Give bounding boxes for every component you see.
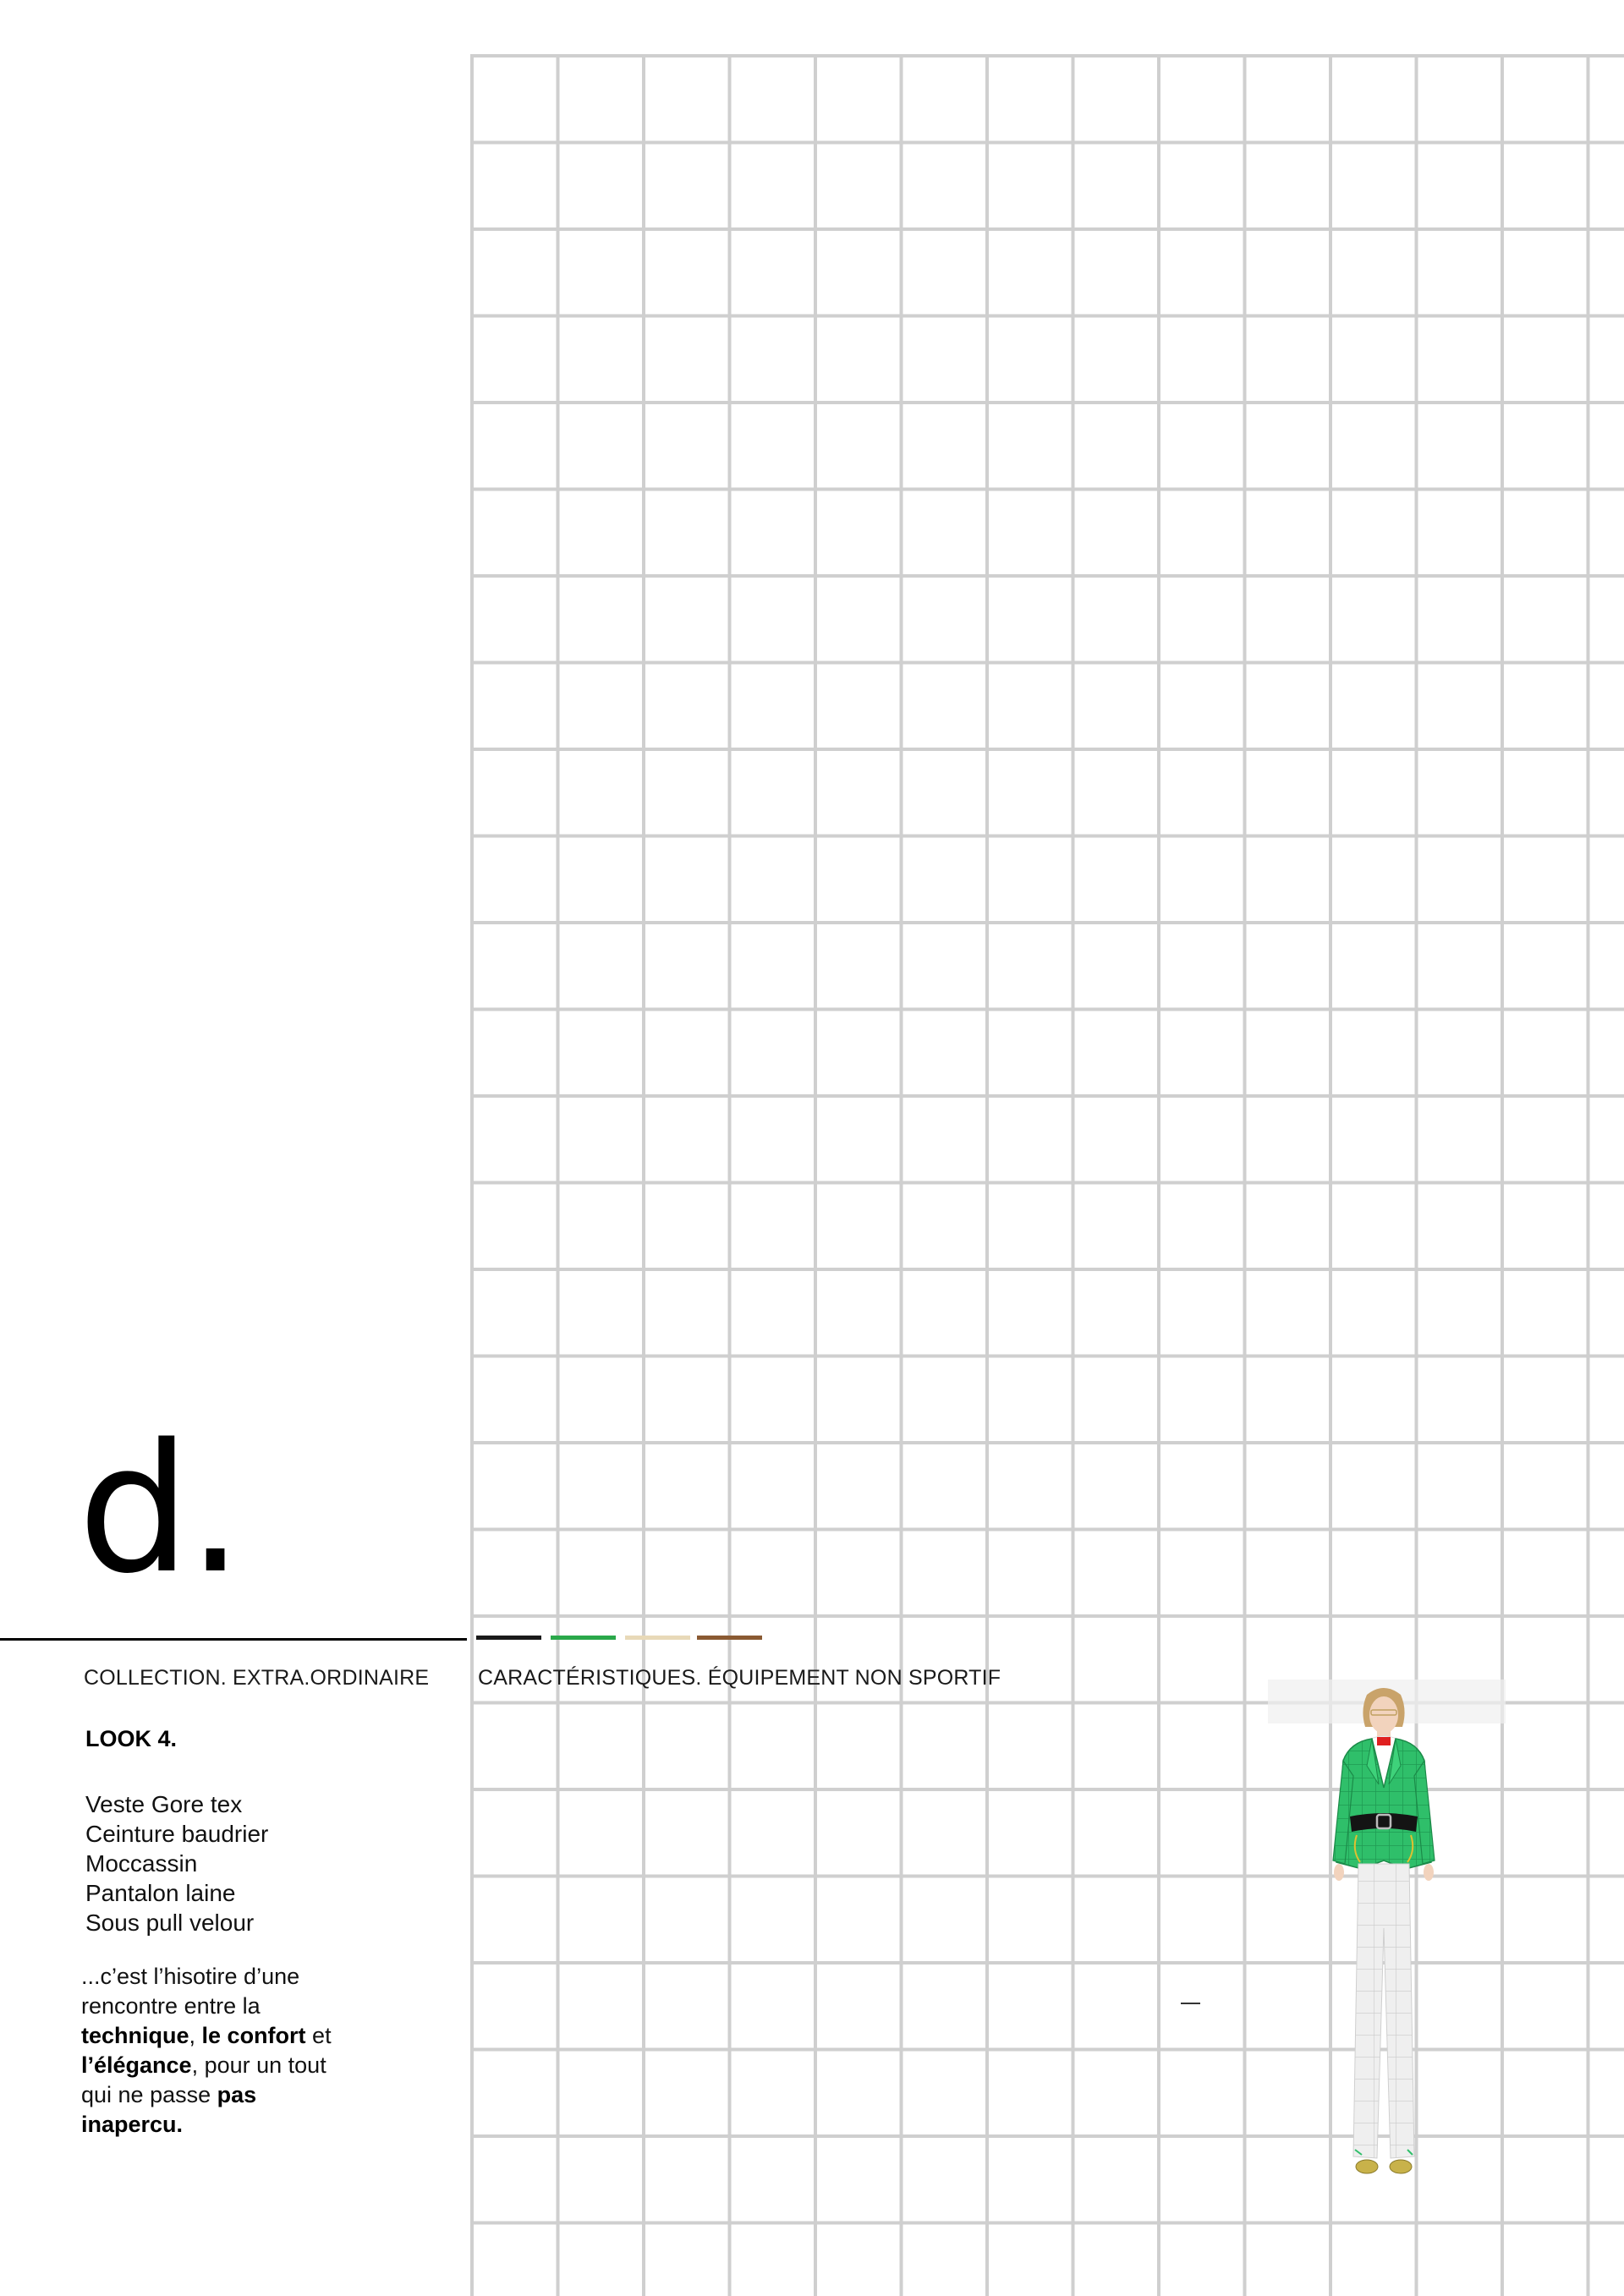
story-emphasis-technique: technique — [81, 2023, 189, 2048]
story-emphasis-confort: le confort — [201, 2023, 306, 2048]
look-item: Ceinture baudrier — [85, 1821, 269, 1847]
palette-swatch-black — [476, 1636, 541, 1640]
small-dash-mark — [1181, 2003, 1200, 2004]
header-divider-line — [0, 1638, 467, 1641]
model-illustration — [1308, 1683, 1460, 2190]
look-item: Sous pull velour — [85, 1910, 255, 1936]
look-item: Moccassin — [85, 1850, 198, 1877]
palette-swatch-green — [551, 1636, 616, 1640]
palette-swatch-brown — [697, 1636, 762, 1640]
story-text: ...c’est l’hisotire d’une rencontre entre la — [81, 1964, 300, 2019]
look-item: Veste Gore tex — [85, 1791, 243, 1817]
palette-swatch-beige — [625, 1636, 690, 1640]
look-items-list — [85, 1789, 268, 1937]
story-text: , — [189, 2023, 202, 2048]
features-label: CARACTÉRISTIQUES. ÉQUIPEMENT NON SPORTIF — [478, 1666, 1001, 1690]
story-text: et — [305, 2023, 332, 2048]
story-emphasis-elegance: l’élégance — [81, 2052, 192, 2078]
story-text: , pour un tout qui ne passe — [81, 2052, 326, 2107]
brand-logo-letter: d. — [78, 1406, 241, 1613]
look-item: Pantalon laine — [85, 1880, 236, 1906]
collection-label: COLLECTION. EXTRA.ORDINAIRE — [84, 1666, 430, 1690]
story-emphasis-inapercu: pas inapercu. — [81, 2082, 257, 2137]
look-title: LOOK 4. — [85, 1726, 178, 1751]
story-paragraph — [81, 1962, 360, 2140]
